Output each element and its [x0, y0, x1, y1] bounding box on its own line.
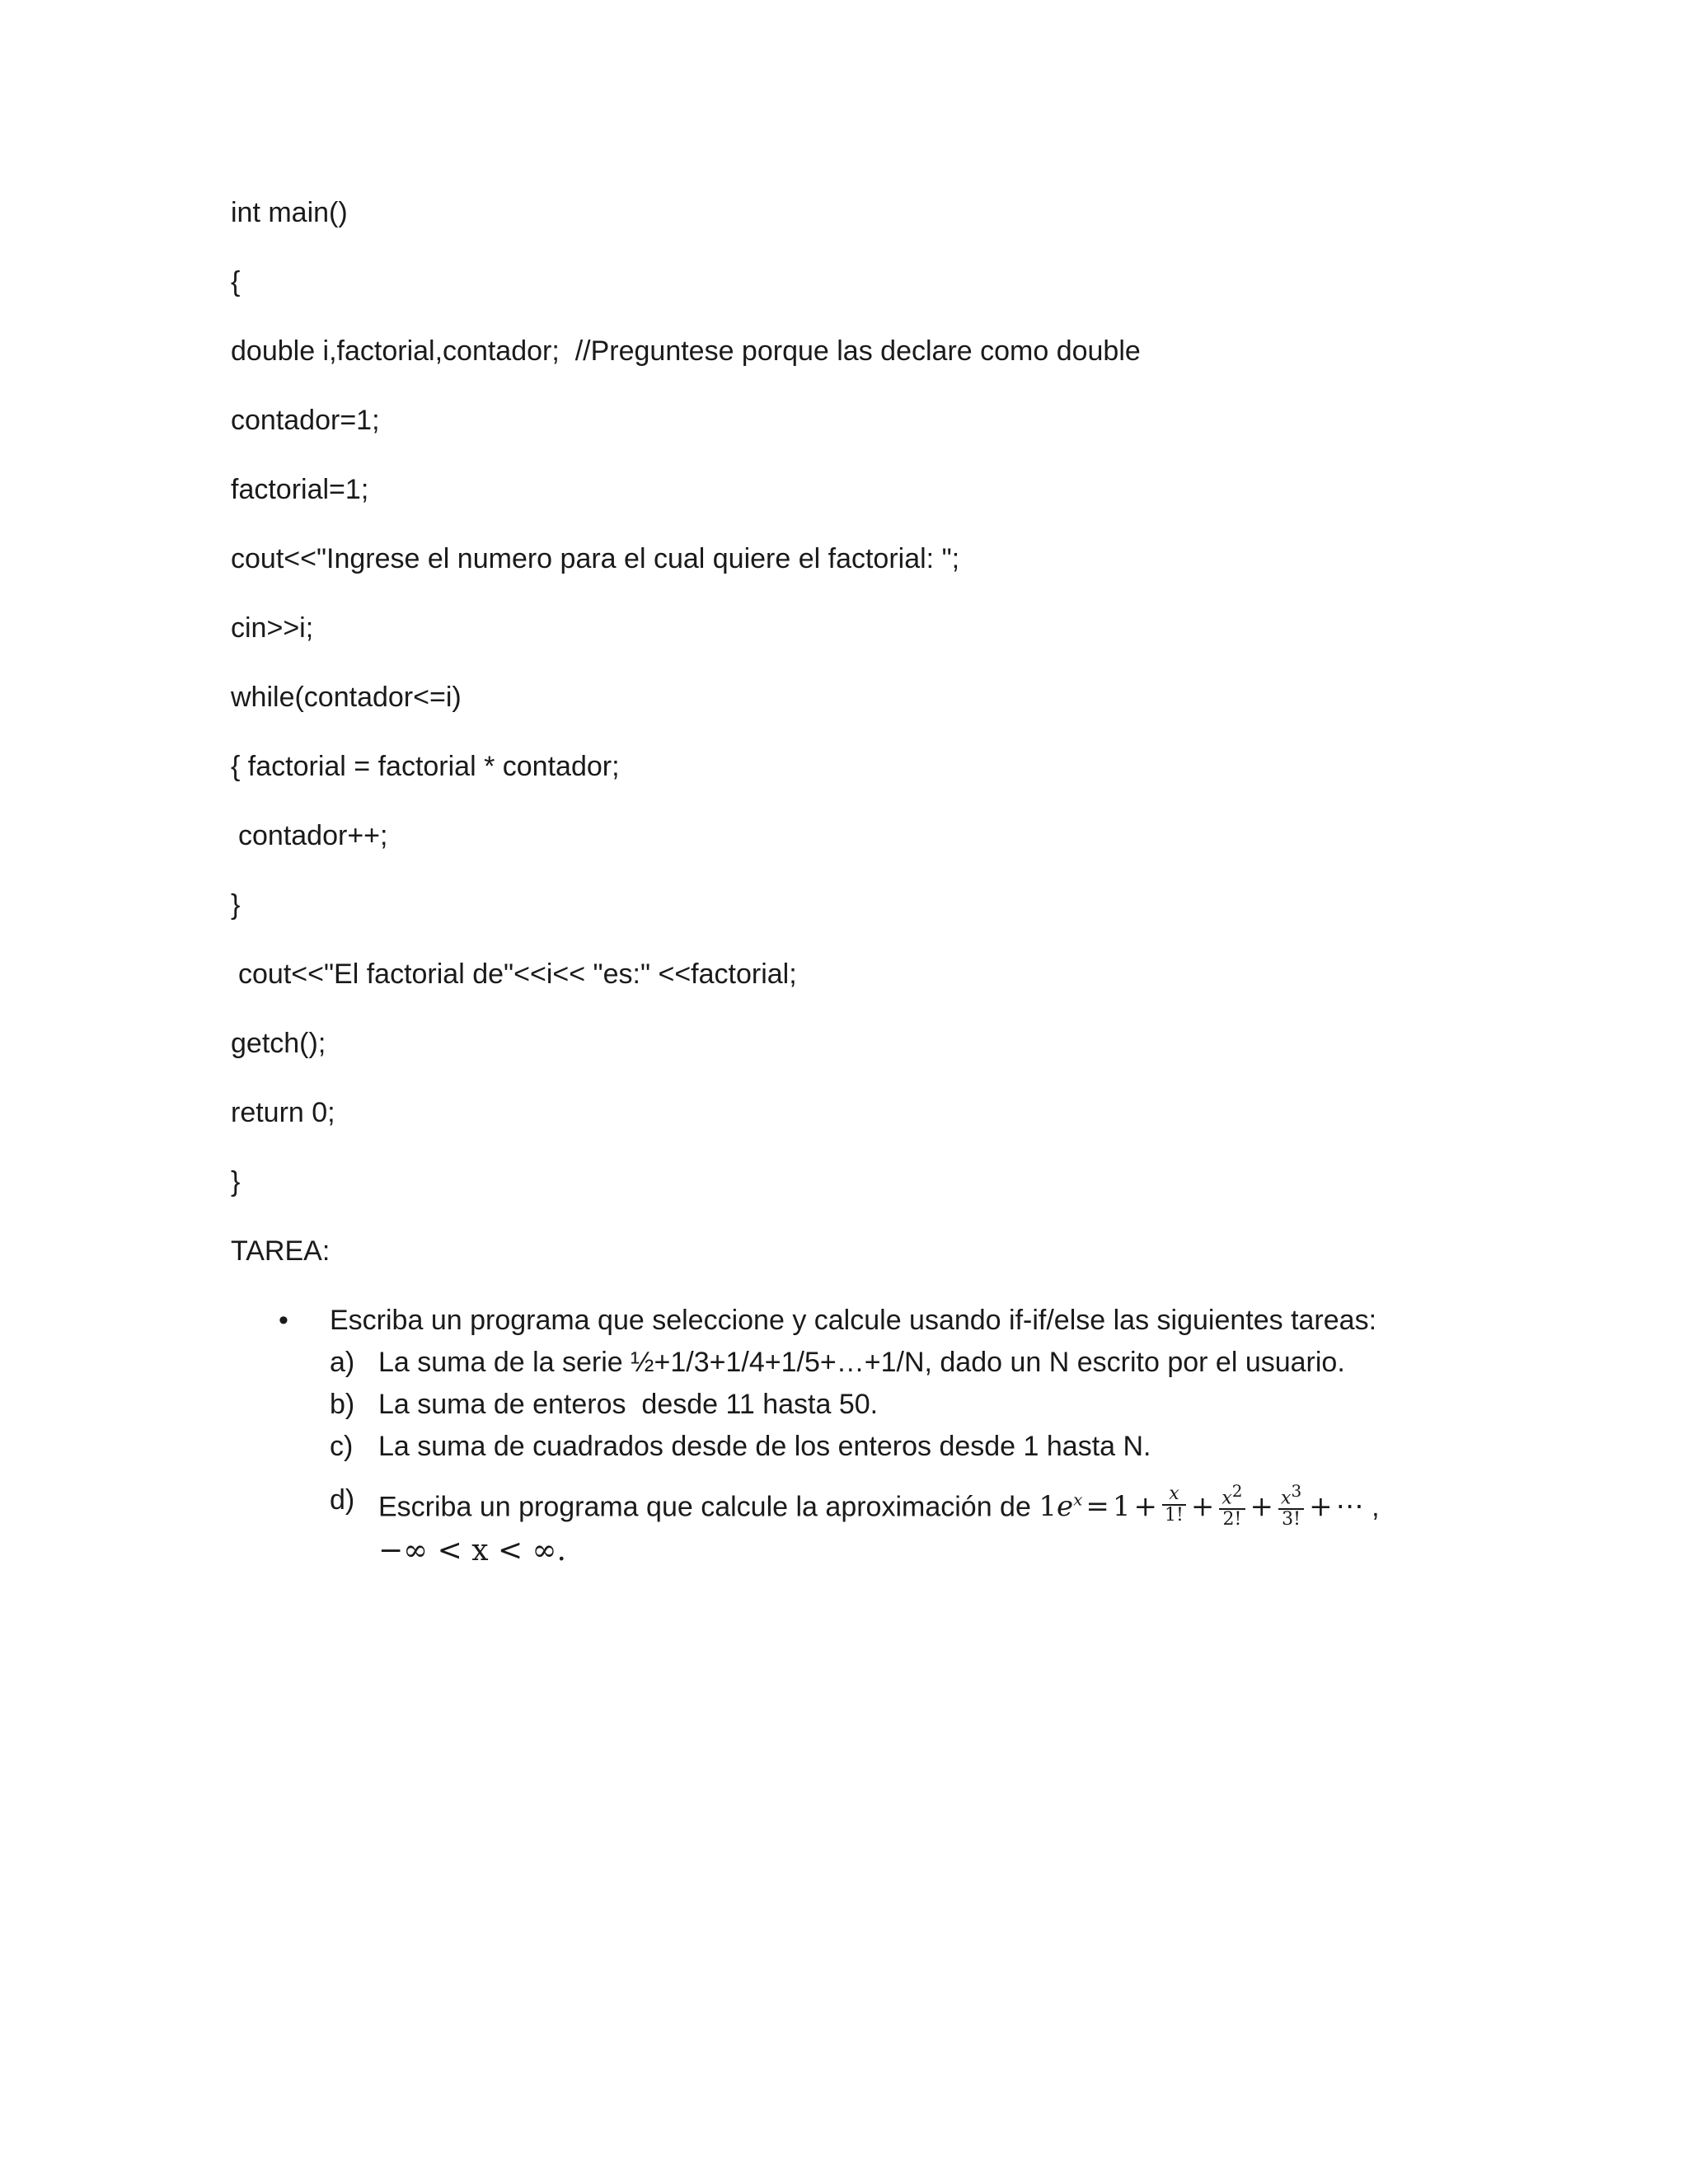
formula-plus-1: +: [1133, 1490, 1158, 1524]
formula-lhs-base: e: [1056, 1490, 1074, 1524]
fraction-2-numerator: [1219, 1481, 1245, 1510]
code-line-11: }: [231, 889, 241, 921]
fraction-3-denominator: 3!: [1282, 1508, 1301, 1530]
fraction-2-exponent: 2: [1231, 1480, 1243, 1501]
formula-equals: =: [1085, 1490, 1109, 1524]
fraction-3-numerator: [1278, 1481, 1304, 1510]
item-marker-b: b): [330, 1389, 355, 1420]
code-line-1: int main(): [231, 197, 348, 228]
task-heading: TAREA:: [231, 1235, 331, 1267]
fraction-1-numerator: x: [1162, 1484, 1186, 1506]
formula-lhs-exp: x: [1073, 1490, 1083, 1510]
bullet-marker: •: [279, 1305, 288, 1336]
item-marker-d: d): [330, 1484, 355, 1516]
item-marker-a: a): [330, 1347, 355, 1378]
code-line-9: { factorial = factorial * contador;: [231, 751, 620, 782]
formula-plus-2: +: [1190, 1490, 1215, 1524]
fraction-2-denominator: 2!: [1222, 1508, 1242, 1530]
code-line-5: factorial=1;: [231, 474, 369, 505]
formula-plus-4: +: [1309, 1490, 1333, 1524]
fraction-3-exponent: 3: [1291, 1480, 1302, 1501]
formula-plus-3: +: [1250, 1490, 1274, 1524]
formula-range: −∞ < x < ∞.: [378, 1534, 566, 1568]
formula-first-term: 1: [1112, 1490, 1131, 1524]
exp-formula: [1039, 1480, 1364, 1530]
code-line-10: contador++;: [238, 820, 388, 851]
code-line-15: }: [231, 1166, 241, 1197]
formula-ellipsis: ⋯: [1335, 1490, 1364, 1524]
code-line-6: cout<<"Ingrese el numero para el cual quiere el factorial: ";: [231, 543, 960, 574]
code-line-13: getch();: [231, 1028, 326, 1059]
formula-fraction-2: [1219, 1481, 1245, 1530]
code-line-8: while(contador<=i): [231, 682, 462, 713]
fraction-1-denominator: 1!: [1165, 1505, 1184, 1526]
item-marker-c: c): [330, 1431, 354, 1462]
formula-fraction-3: [1278, 1481, 1304, 1530]
code-line-7: cin>>i;: [231, 612, 314, 644]
fraction-3-base: x: [1281, 1487, 1292, 1508]
item-text-d-label: Escriba un programa que calcule la aproximación de: [378, 1491, 1039, 1523]
item-text-c: La suma de cuadrados desde de los enteros desde 1 hasta N.: [378, 1431, 1151, 1462]
code-line-4: contador=1;: [231, 405, 380, 436]
code-line-12: cout<<"El factorial de"<<i<< "es:" <<factorial;: [238, 958, 797, 990]
bullet-text: Escriba un programa que seleccione y calcule usando if-if/else las siguientes tareas:: [330, 1305, 1377, 1336]
code-line-3: double i,factorial,contador; //Preguntese porque las declare como double: [231, 335, 1141, 367]
fraction-2-base: x: [1221, 1487, 1232, 1508]
item-text-a: La suma de la serie ½+1/3+1/4+1/5+…+1/N, dado un N escrito por el usuario.: [378, 1347, 1345, 1378]
code-line-14: return 0;: [231, 1097, 335, 1128]
code-line-2: {: [231, 266, 241, 298]
item-text-d: [378, 1469, 1380, 1537]
formula-trailing: ,: [1363, 1491, 1380, 1523]
formula-fraction-1: [1162, 1484, 1186, 1526]
formula-lhs-coef: 1: [1039, 1490, 1057, 1524]
item-text-b: La suma de enteros desde 11 hasta 50.: [378, 1389, 879, 1420]
